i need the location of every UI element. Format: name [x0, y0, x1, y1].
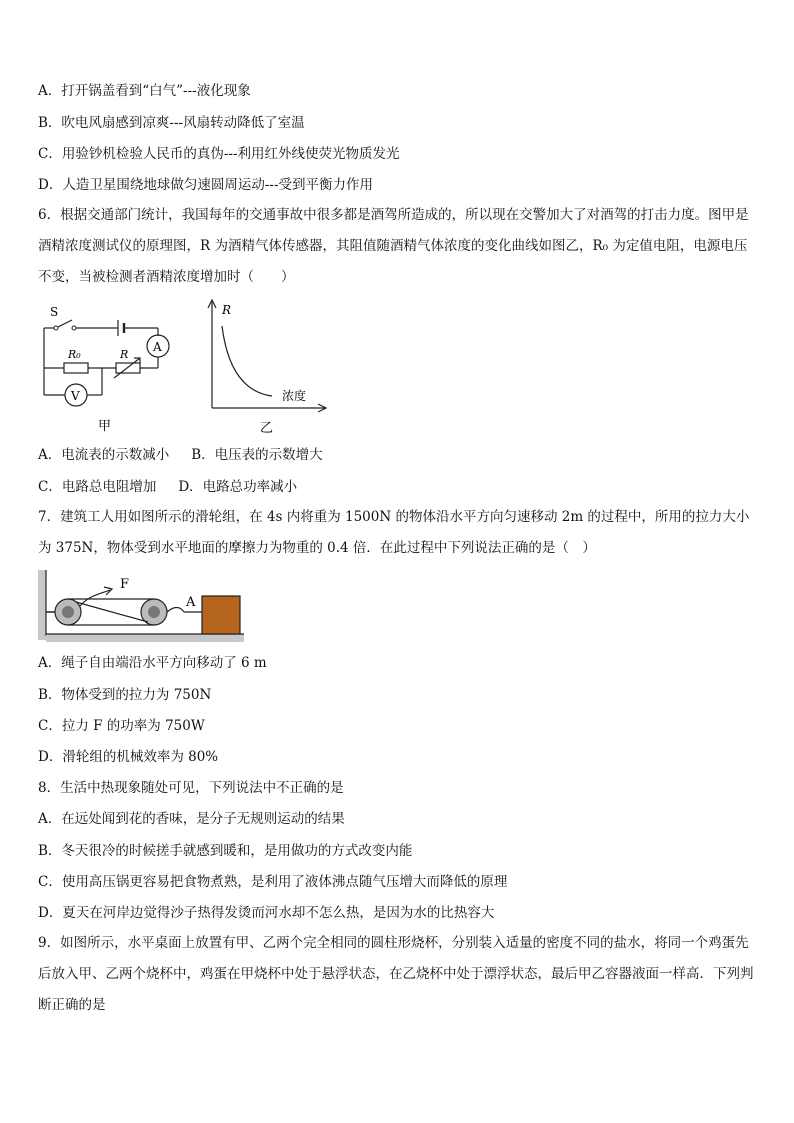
figure-jia-caption: 甲 — [98, 419, 112, 434]
q8-option-d: D．夏天在河岸边觉得沙子热得发烫而河水却不怎么热，是因为水的比热容大 — [38, 905, 495, 921]
voltmeter-label: V — [71, 389, 80, 403]
ammeter-label: A — [153, 340, 162, 354]
q7-stem: 7．建筑工人用如图所示的滑轮组，在 4s 内将重为 1500N 的物体沿水平方向匀速移动 2m 的过程中，所用的拉力大小为 375N，物体受到水平地面的摩擦力为物重的 0.4 倍．在此过程中下列说法正确的是（ ） — [38, 509, 750, 556]
q5-option-c: C．用验钞机检验人民币的真伪---利用红外线使荧光物质发光 — [38, 146, 400, 162]
point-a-label: A — [186, 595, 196, 610]
graph-x-label: 浓度 — [282, 389, 307, 403]
q7-option-c: C．拉力 F 的功率为 750W — [38, 718, 205, 734]
figure-yi-caption: 乙 — [260, 421, 274, 436]
q6-options-row-1 — [38, 446, 323, 464]
q6-option-a: A．电流表的示数减小 — [38, 447, 170, 463]
q7-option-d: D．滑轮组的机械效率为 80% — [38, 749, 219, 765]
q6-options-row-2 — [38, 478, 297, 496]
q5-option-a: A．打开锅盖看到“白气”---液化现象 — [38, 83, 251, 99]
q6-option-d: D．电路总功率减小 — [178, 479, 298, 495]
q6-graph-figure — [202, 296, 332, 436]
q7-pulley-figure — [38, 566, 244, 646]
q5-option-b: B．吹电风扇感到凉爽---风扇转动降低了室温 — [38, 115, 305, 131]
q9-stem: 9．如图所示，水平桌面上放置有甲、乙两个完全相同的圆柱形烧杯，分别装入适量的密度不同的盐水，将同一个鸡蛋先后放入甲、乙两个烧杯中，鸡蛋在甲烧杯中处于悬浮状态，在乙烧杯中处于漂浮状态，最后甲乙容器液面一样高．下列判断正确的是 — [38, 935, 754, 1013]
q8-option-c: C．使用高压锅更容易把食物煮熟，是利用了液体沸点随气压增大而降低的原理 — [38, 874, 508, 890]
q8-option-b: B．冬天很冷的时候搓手就感到暖和，是用做功的方式改变内能 — [38, 843, 413, 859]
q7-option-b: B．物体受到的拉力为 750N — [38, 687, 212, 703]
q6-option-c: C．电路总电阻增加 — [38, 479, 157, 495]
q5-option-d: D．人造卫星围绕地球做匀速圆周运动---受到平衡力作用 — [38, 177, 374, 193]
switch-label: S — [50, 305, 59, 319]
q8-option-a: A．在远处闻到花的香味，是分子无规则运动的结果 — [38, 811, 345, 827]
q6-circuit-figure — [36, 300, 186, 440]
q6-stem: 6．根据交通部门统计，我国每年的交通事故中很多都是酒驾所造成的，所以现在交警加大了对酒驾的打击力度。图甲是酒精浓度测试仪的原理图，R 为酒精气体传感器，其阻值随酒精气体浓度的变化曲线如图乙，R₀ 为定值电阻，电源电压不变，当被检测者酒精浓度增加时（ ） — [38, 207, 749, 285]
force-label: F — [120, 577, 130, 592]
q6-option-b: B．电压表的示数增大 — [191, 447, 323, 463]
q7-option-a: A．绳子自由端沿水平方向移动了 6 m — [38, 655, 267, 671]
graph-y-label: R — [222, 303, 232, 317]
q8-stem: 8．生活中热现象随处可见，下列说法中不正确的是 — [38, 780, 344, 796]
r-label: R — [120, 348, 129, 361]
r0-label: R₀ — [68, 348, 81, 361]
